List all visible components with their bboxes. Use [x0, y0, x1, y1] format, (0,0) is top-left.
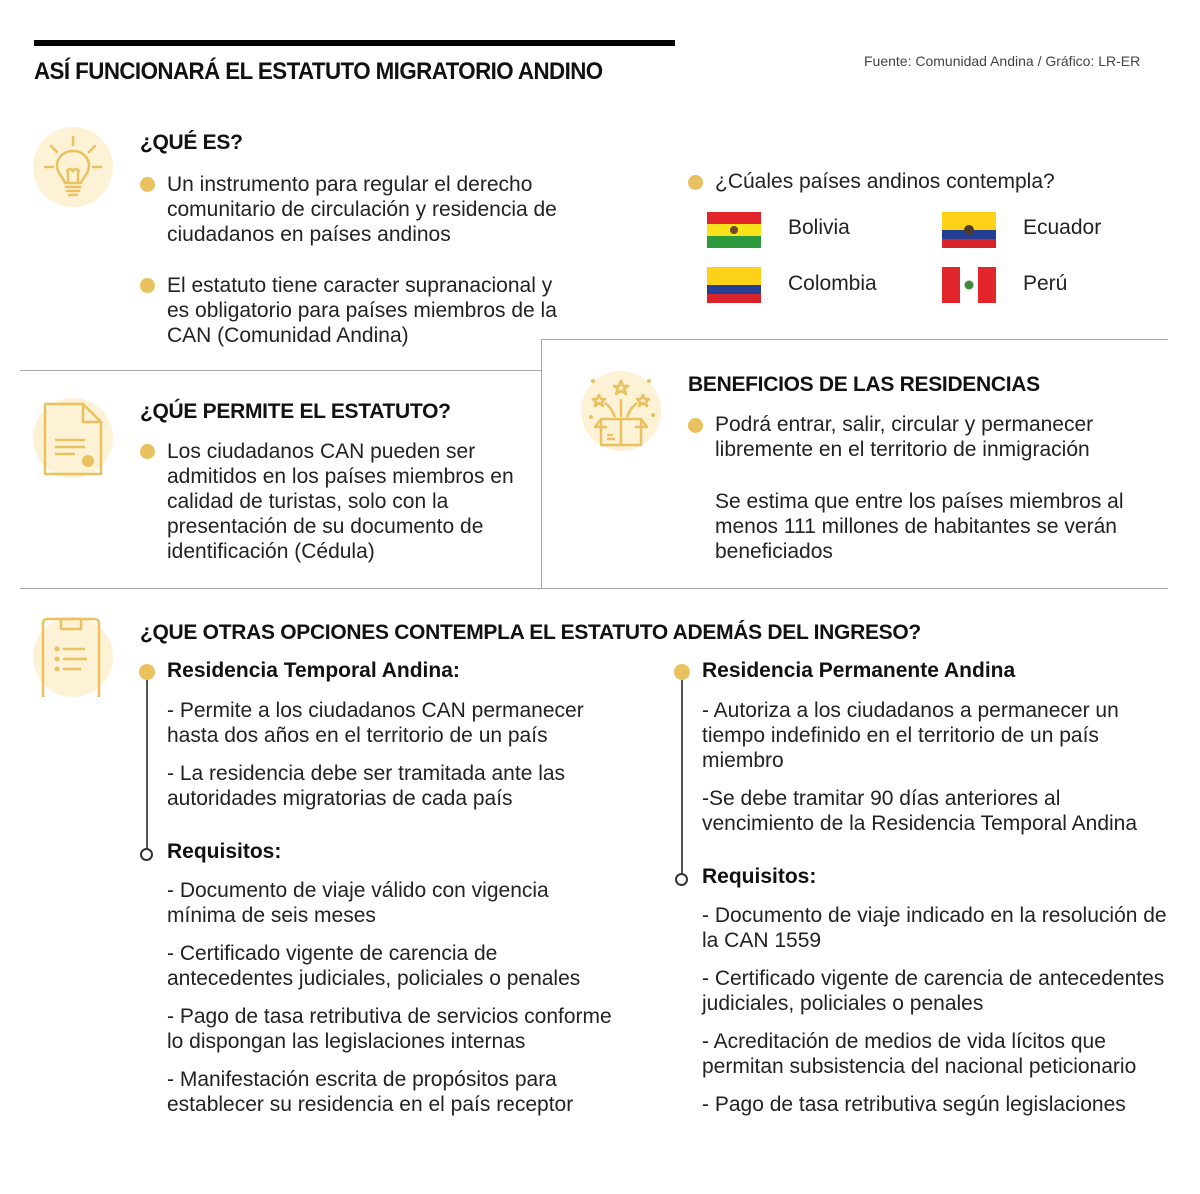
permanente-item-2: -Se debe tramitar 90 días anteriores al vencimiento de la Residencia Temporal Andina [702, 787, 1138, 835]
bolivia-flag-icon [707, 212, 761, 248]
beneficios-bullet-1: Podrá entrar, salir, circular y permanecer libremente en el territorio de inmigración [715, 413, 1094, 461]
peru-flag-icon [942, 267, 996, 303]
country-peru: Perú [1023, 272, 1068, 295]
permanente-req-2: - Certificado vigente de carencia de antecedentes judiciales, policiales o penales [702, 967, 1165, 1015]
temporal-req-4: - Manifestación escrita de propósitos para establecer su residencia en el país receptor [167, 1068, 574, 1116]
timeline-dot-open [675, 873, 688, 886]
page-title: ASÍ FUNCIONARÁ EL ESTATUTO MIGRATORIO ANDINO [34, 58, 603, 85]
source-credit: Fuente: Comunidad Andina / Gráfico: LR-ER [864, 53, 1141, 69]
temporal-items [167, 698, 617, 824]
document-certificate-icon [33, 398, 113, 478]
divider-middle-bottom [20, 588, 1168, 589]
bullet-dot [140, 177, 155, 192]
temporal-req-1: - Documento de viaje válido con vigencia mínima de seis meses [167, 879, 549, 927]
ecuador-flag-icon [942, 212, 996, 248]
gift-box-icon [581, 371, 661, 451]
opciones-heading: ¿QUE OTRAS OPCIONES CONTEMPLA EL ESTATUTO ADEMÁS DEL INGRESO? [140, 621, 921, 644]
permanente-requisitos [702, 903, 1172, 1130]
permanente-req-4: - Pago de tasa retributiva según legislaciones [702, 1093, 1126, 1116]
divider-que-es-bottom [20, 370, 541, 371]
country-bolivia: Bolivia [788, 216, 850, 239]
temporal-req-3: - Pago de tasa retributiva de servicios conforme lo dispongan las legislaciones internas [167, 1005, 612, 1053]
timeline-line-temporal [146, 680, 148, 850]
colombia-flag-icon [707, 267, 761, 303]
temporal-title: Residencia Temporal Andina: [167, 659, 460, 682]
temporal-item-2: - La residencia debe ser tramitada ante las autoridades migratorias de cada país [167, 762, 566, 810]
permite-heading: ¿QÚE PERMITE EL ESTATUTO? [140, 400, 451, 423]
permanente-req-3: - Acreditación de medios de vida lícitos que permitan subsistencia del nacional peticionario [702, 1030, 1137, 1078]
temporal-requisitos [167, 878, 617, 1130]
timeline-dot [674, 664, 690, 680]
country-colombia: Colombia [788, 272, 877, 295]
divider-vertical [541, 339, 542, 588]
permanente-req-1: - Documento de viaje indicado en la resolución de la CAN 1559 [702, 904, 1167, 952]
country-ecuador: Ecuador [1023, 216, 1102, 239]
bullet-dot [140, 444, 155, 459]
temporal-req-2: - Certificado vigente de carencia de antecedentes judiciales, policiales o penales [167, 942, 581, 990]
bullet-dot [688, 418, 703, 433]
que-es-heading: ¿QUÉ ES? [140, 131, 243, 154]
lightbulb-icon [33, 127, 113, 207]
header-rule [34, 40, 675, 46]
que-es-bullet-1: Un instrumento para regular el derecho comunitario de circulación y residencia de ciudadanos en países andinos [167, 173, 557, 246]
permanente-requisitos-title: Requisitos: [702, 865, 817, 888]
bullet-dot [140, 278, 155, 293]
temporal-item-1: - Permite a los ciudadanos CAN permanecer hasta dos años en el territorio de un país [167, 699, 584, 747]
timeline-dot [139, 664, 155, 680]
clipboard-list-icon [33, 617, 113, 697]
permite-bullet-1: Los ciudadanos CAN pueden ser admitidos en los países miembros en calidad de turistas, solo con la presentación de su documento de identificación (Cédula) [167, 440, 514, 563]
que-es-bullet-2: El estatuto tiene caracter supranacional y es obligatorio para países miembros de la CAN (Comunidad Andina) [167, 274, 557, 347]
bullet-dot [688, 175, 703, 190]
permanente-item-1: - Autoriza a los ciudadanos a permanecer un tiempo indefinido en el territorio de un país miembro [702, 699, 1119, 772]
timeline-dot-open [140, 848, 153, 861]
temporal-requisitos-title: Requisitos: [167, 840, 282, 863]
beneficios-heading: BENEFICIOS DE LAS RESIDENCIAS [688, 373, 1040, 396]
timeline-line-permanente [681, 680, 683, 875]
beneficios-note: Se estima que entre los países miembros al menos 111 millones de habitantes se verán beneficiados [715, 490, 1124, 563]
permanente-title: Residencia Permanente Andina [702, 659, 1016, 682]
paises-question: ¿Cúales países andinos contempla? [715, 170, 1055, 193]
permanente-items [702, 698, 1172, 849]
divider-paises-bottom [541, 339, 1168, 340]
